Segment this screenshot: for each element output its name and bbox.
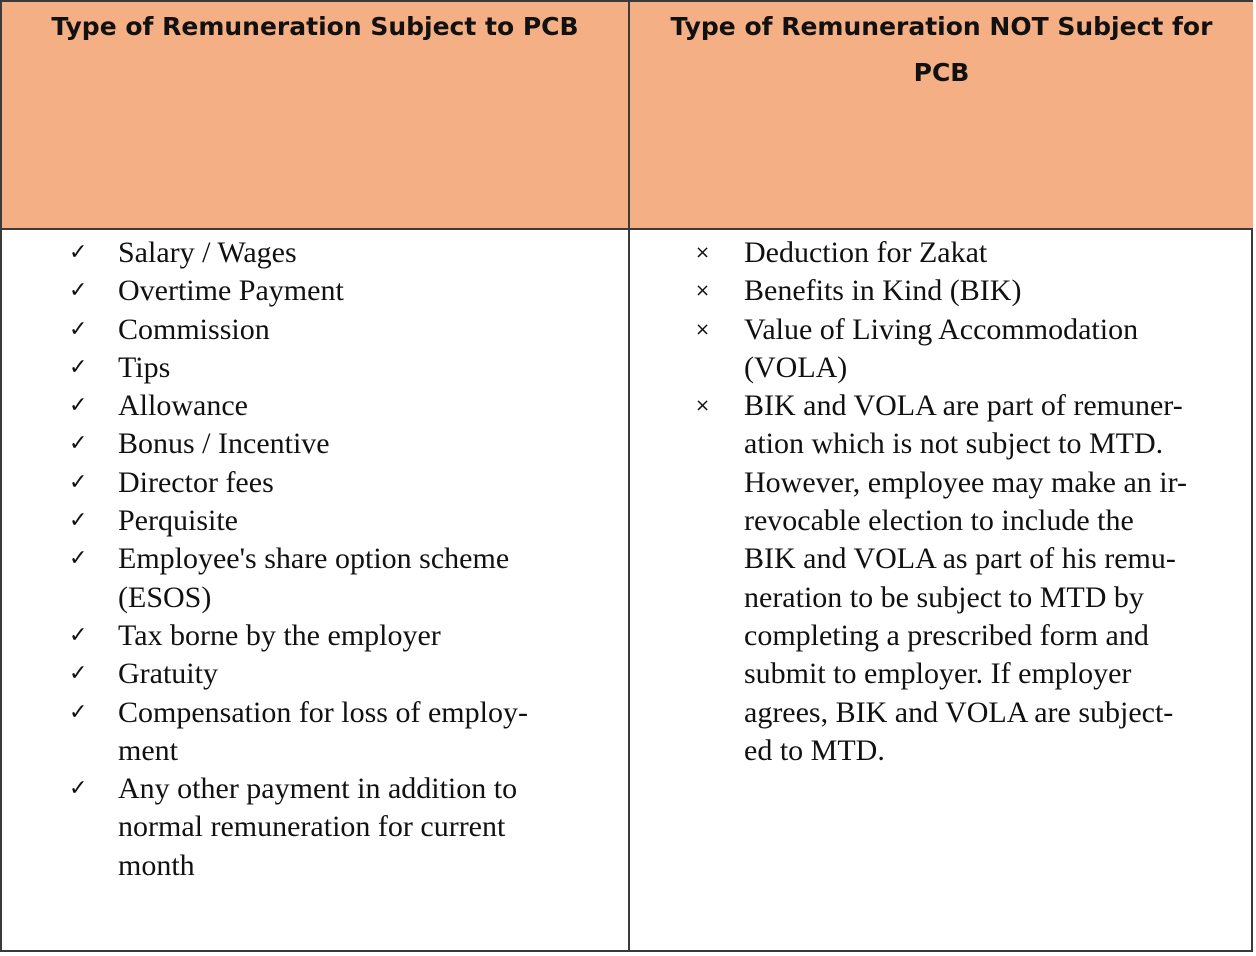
list-item: × BIK and VOLA are part of remuner- ation which is not subject to MTD. However, employee may make an ir- revocable election to include the BIK and VOLA as part of his remu- neration to be subject to MTD by completing a prescribed form and submit to employer. If employer agrees, BIK and VOLA are subject- ed to MTD. <box>630 387 1240 770</box>
check-mark-icon: ✓ <box>69 393 88 419</box>
list-item: ✓ Compensation for loss of employ- ment <box>2 694 622 771</box>
check-mark-icon: ✓ <box>69 240 88 265</box>
list-item: × Value of Living Accommodation (VOLA) <box>630 311 1240 388</box>
check-mark-icon: ✓ <box>69 508 88 534</box>
cross-mark-icon: × <box>695 395 711 417</box>
list-item: ✓ Bonus / Incentive <box>2 425 622 463</box>
list-item: ✓ Director fees <box>2 464 622 502</box>
cross-mark-icon: × <box>695 318 711 340</box>
cross-mark-icon: × <box>695 280 711 302</box>
check-mark-icon: ✓ <box>69 316 88 342</box>
header-divider <box>2 228 1251 230</box>
check-mark-icon: ✓ <box>69 278 88 304</box>
list-item: ✓ Overtime Payment <box>2 272 622 310</box>
list-item: × Benefits in Kind (BIK) <box>630 272 1240 310</box>
list-item: ✓ Perquisite <box>2 502 622 540</box>
list-item: ✓ Gratuity <box>2 655 622 693</box>
check-mark-icon: ✓ <box>69 776 88 802</box>
not-subject-list <box>630 234 1240 770</box>
check-mark-icon: ✓ <box>69 469 88 495</box>
check-mark-icon: ✓ <box>69 622 88 648</box>
list-item: ✓ Tips <box>2 349 622 387</box>
list-item: ✓ Allowance <box>2 387 622 425</box>
check-mark-icon: ✓ <box>69 546 88 572</box>
header-subject-to-pcb: Type of Remuneration Subject to PCB <box>2 2 628 228</box>
list-item: ✓ Commission <box>2 311 622 349</box>
subject-list <box>2 234 622 885</box>
list-item: × Deduction for Zakat <box>630 234 1240 272</box>
list-item: ✓ Salary / Wages <box>2 234 622 272</box>
cross-mark-icon: × <box>695 242 711 263</box>
list-item: ✓ Any other payment in addition to normal remuneration for current month <box>2 770 622 885</box>
check-mark-icon: ✓ <box>69 431 88 457</box>
check-mark-icon: ✓ <box>69 661 88 687</box>
check-mark-icon: ✓ <box>69 699 88 725</box>
list-item: ✓ Tax borne by the employer <box>2 617 622 655</box>
header-not-subject-to-pcb: Type of Remuneration NOT Subject for PCB <box>630 2 1253 228</box>
check-mark-icon: ✓ <box>69 354 88 380</box>
list-item: ✓ Employee's share option scheme (ESOS) <box>2 540 622 617</box>
